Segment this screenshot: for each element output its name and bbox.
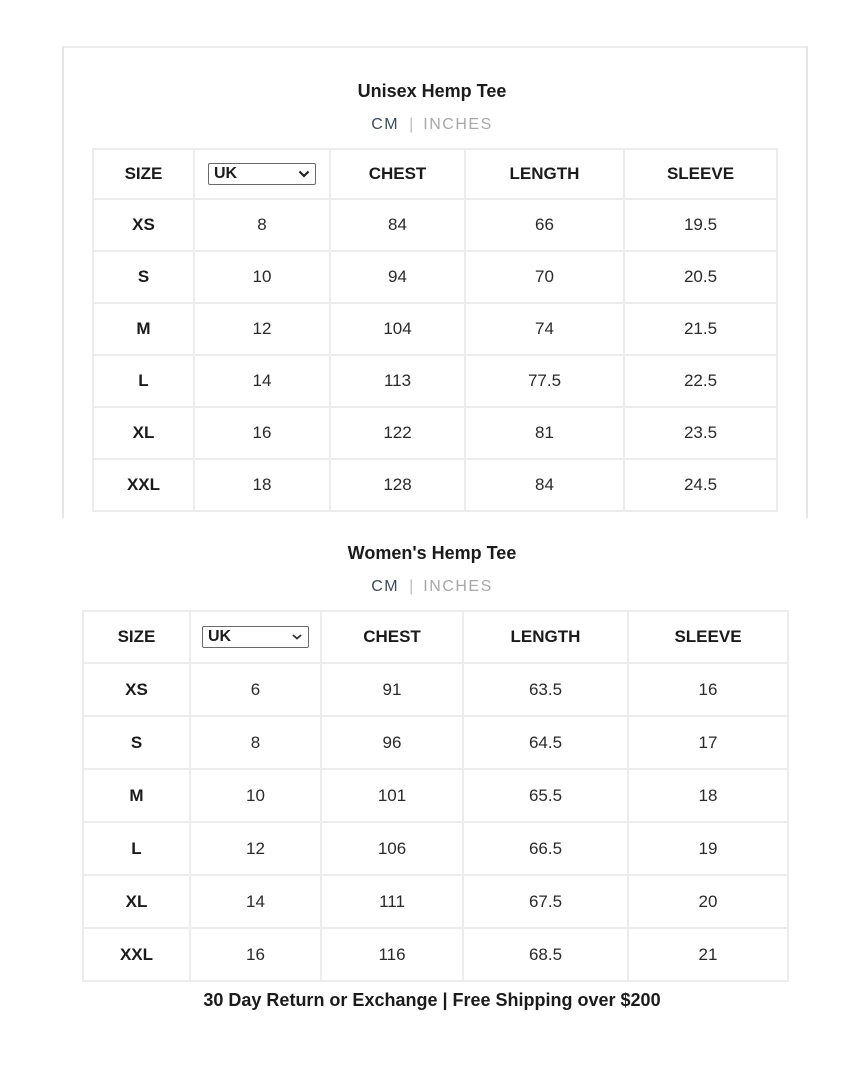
table-row [83,875,788,928]
cell-size: L [83,822,190,875]
cell-chest: 84 [330,199,465,251]
unit-toggle-womens [0,578,864,596]
table-header-row [83,611,788,663]
cell-chest: 101 [321,769,463,822]
table-row [83,769,788,822]
cell-size: XL [93,407,194,459]
cell-chest: 122 [330,407,465,459]
cell-chest: 116 [321,928,463,981]
cell-size: XXL [83,928,190,981]
cell-sleeve: 21.5 [624,303,777,355]
table-row [93,407,777,459]
cell-chest: 128 [330,459,465,511]
header-length: LENGTH [463,611,628,663]
table-header-row [93,149,777,199]
cell-size: S [93,251,194,303]
header-sleeve: SLEEVE [628,611,788,663]
unit-toggle-unisex [0,116,864,134]
header-sleeve: SLEEVE [624,149,777,199]
cell-sleeve: 16 [628,663,788,716]
unit-cm-button[interactable]: CM [371,116,400,133]
chevron-down-icon [291,633,303,641]
size-table-womens [82,610,789,982]
region-select-value: UK [208,628,232,645]
cell-uk: 12 [190,822,321,875]
header-region [190,611,321,663]
cell-sleeve: 20 [628,875,788,928]
unit-separator: | [409,578,414,595]
header-size: SIZE [83,611,190,663]
cell-sleeve: 22.5 [624,355,777,407]
table-row [93,251,777,303]
cell-chest: 96 [321,716,463,769]
unit-inches-button[interactable]: INCHES [423,116,493,133]
cell-size: M [93,303,194,355]
cell-sleeve: 24.5 [624,459,777,511]
table-row [93,355,777,407]
cell-size: L [93,355,194,407]
cell-chest: 104 [330,303,465,355]
cell-chest: 113 [330,355,465,407]
cell-chest: 106 [321,822,463,875]
table-row [83,663,788,716]
cell-sleeve: 17 [628,716,788,769]
cell-size: XS [83,663,190,716]
size-table-unisex [92,148,778,512]
cell-sleeve: 19 [628,822,788,875]
cell-uk: 14 [190,875,321,928]
table-row [93,459,777,511]
region-select[interactable] [208,163,316,185]
cell-length: 84 [465,459,624,511]
cell-sleeve: 21 [628,928,788,981]
header-chest: CHEST [330,149,465,199]
cell-uk: 14 [194,355,330,407]
cell-uk: 12 [194,303,330,355]
table-row [83,822,788,875]
cell-size: XS [93,199,194,251]
table-row [93,303,777,355]
table-row [93,199,777,251]
cell-size: M [83,769,190,822]
cell-length: 70 [465,251,624,303]
cell-sleeve: 23.5 [624,407,777,459]
header-size: SIZE [93,149,194,199]
cell-length: 77.5 [465,355,624,407]
cell-sleeve: 19.5 [624,199,777,251]
cell-length: 74 [465,303,624,355]
shipping-returns-note: 30 Day Return or Exchange | Free Shipping over $200 [203,990,661,1010]
cell-length: 64.5 [463,716,628,769]
table-row [83,928,788,981]
chart-title-womens: Women's Hemp Tee [347,543,517,563]
cell-sleeve: 20.5 [624,251,777,303]
cell-uk: 16 [190,928,321,981]
region-select[interactable] [202,626,309,648]
cell-size: XL [83,875,190,928]
cell-length: 65.5 [463,769,628,822]
cell-chest: 94 [330,251,465,303]
cell-length: 81 [465,407,624,459]
region-select-value: UK [214,165,238,182]
cell-uk: 10 [190,769,321,822]
unit-inches-button[interactable]: INCHES [423,578,493,595]
table-row [83,716,788,769]
cell-uk: 10 [194,251,330,303]
header-chest: CHEST [321,611,463,663]
unit-cm-button[interactable]: CM [371,578,400,595]
cell-chest: 111 [321,875,463,928]
cell-chest: 91 [321,663,463,716]
cell-length: 67.5 [463,875,628,928]
cell-uk: 18 [194,459,330,511]
cell-size: XXL [93,459,194,511]
cell-length: 66.5 [463,822,628,875]
cell-size: S [83,716,190,769]
header-region [194,149,330,199]
cell-length: 66 [465,199,624,251]
cell-uk: 8 [194,199,330,251]
cell-uk: 16 [194,407,330,459]
chevron-down-icon [298,170,310,178]
cell-uk: 8 [190,716,321,769]
chart-title-unisex: Unisex Hemp Tee [357,81,507,101]
cell-uk: 6 [190,663,321,716]
header-length: LENGTH [465,149,624,199]
cell-length: 63.5 [463,663,628,716]
unit-separator: | [409,116,414,133]
cell-length: 68.5 [463,928,628,981]
cell-sleeve: 18 [628,769,788,822]
